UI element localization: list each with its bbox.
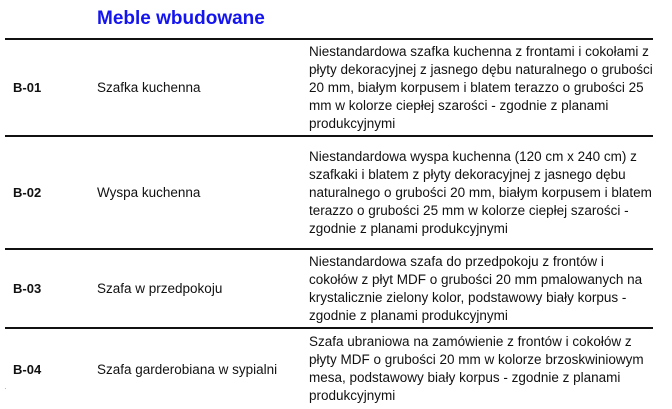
table-row: [5, 135, 653, 248]
item-name: Szafa w przedpokoju: [97, 281, 223, 296]
artifact-dot: [5, 388, 6, 389]
item-code: B-04: [13, 361, 42, 377]
table-row: [5, 327, 653, 409]
item-name: Szafa garderobiana w sypialni: [97, 361, 278, 377]
item-description: Niestandardowa szafka kuchenna z frontami i cokołami z płyty dekoracyjnej z jasnego dębu naturalnego o grubości 20 mm, białym korpusem i blatem terazzo o grubości 25 mm w kolorze ciepłej szarości - zgodnie z planami produkcyjnymi: [309, 43, 653, 131]
section-title: Meble wbudowane: [97, 8, 265, 29]
item-description: Niestandardowa szafa do przedpokoju z frontów i cokołów z płyt MDF o grubości 20 mm pmalowanych na krystalicznie zielony kolor, podstawowy biały korpus - zgodnie z planami produkcyjnymi: [309, 253, 643, 323]
item-name: Szafka kuchenna: [97, 80, 201, 95]
item-description: Szafa ubraniowa na zamówienie z frontów i cokołów z płyty MDF o grubości 20 mm w kolorze brzoskwiniowym mesa, podstawowy biały korpus - zgodnie z planami produkcyjnymi: [309, 334, 644, 403]
item-name: Wyspa kuchenna: [97, 185, 201, 200]
item-code: B-01: [13, 80, 42, 95]
item-code: B-02: [13, 185, 42, 200]
furniture-table: [5, 38, 653, 409]
item-code: B-03: [13, 281, 42, 296]
table-row: [5, 248, 653, 327]
table-row: [5, 38, 653, 135]
item-description: Niestandardowa wyspa kuchenna (120 cm x 240 cm) z szafkaki i blatem z płyty dekoracyjnej z jasnego dębu naturalnego o grubości 20 mm, białym korpusem i blatem terazzo o grubości 25 mm w kolorze ciepłej szarości - zgodnie z planami produkcyjnymi: [309, 148, 652, 236]
